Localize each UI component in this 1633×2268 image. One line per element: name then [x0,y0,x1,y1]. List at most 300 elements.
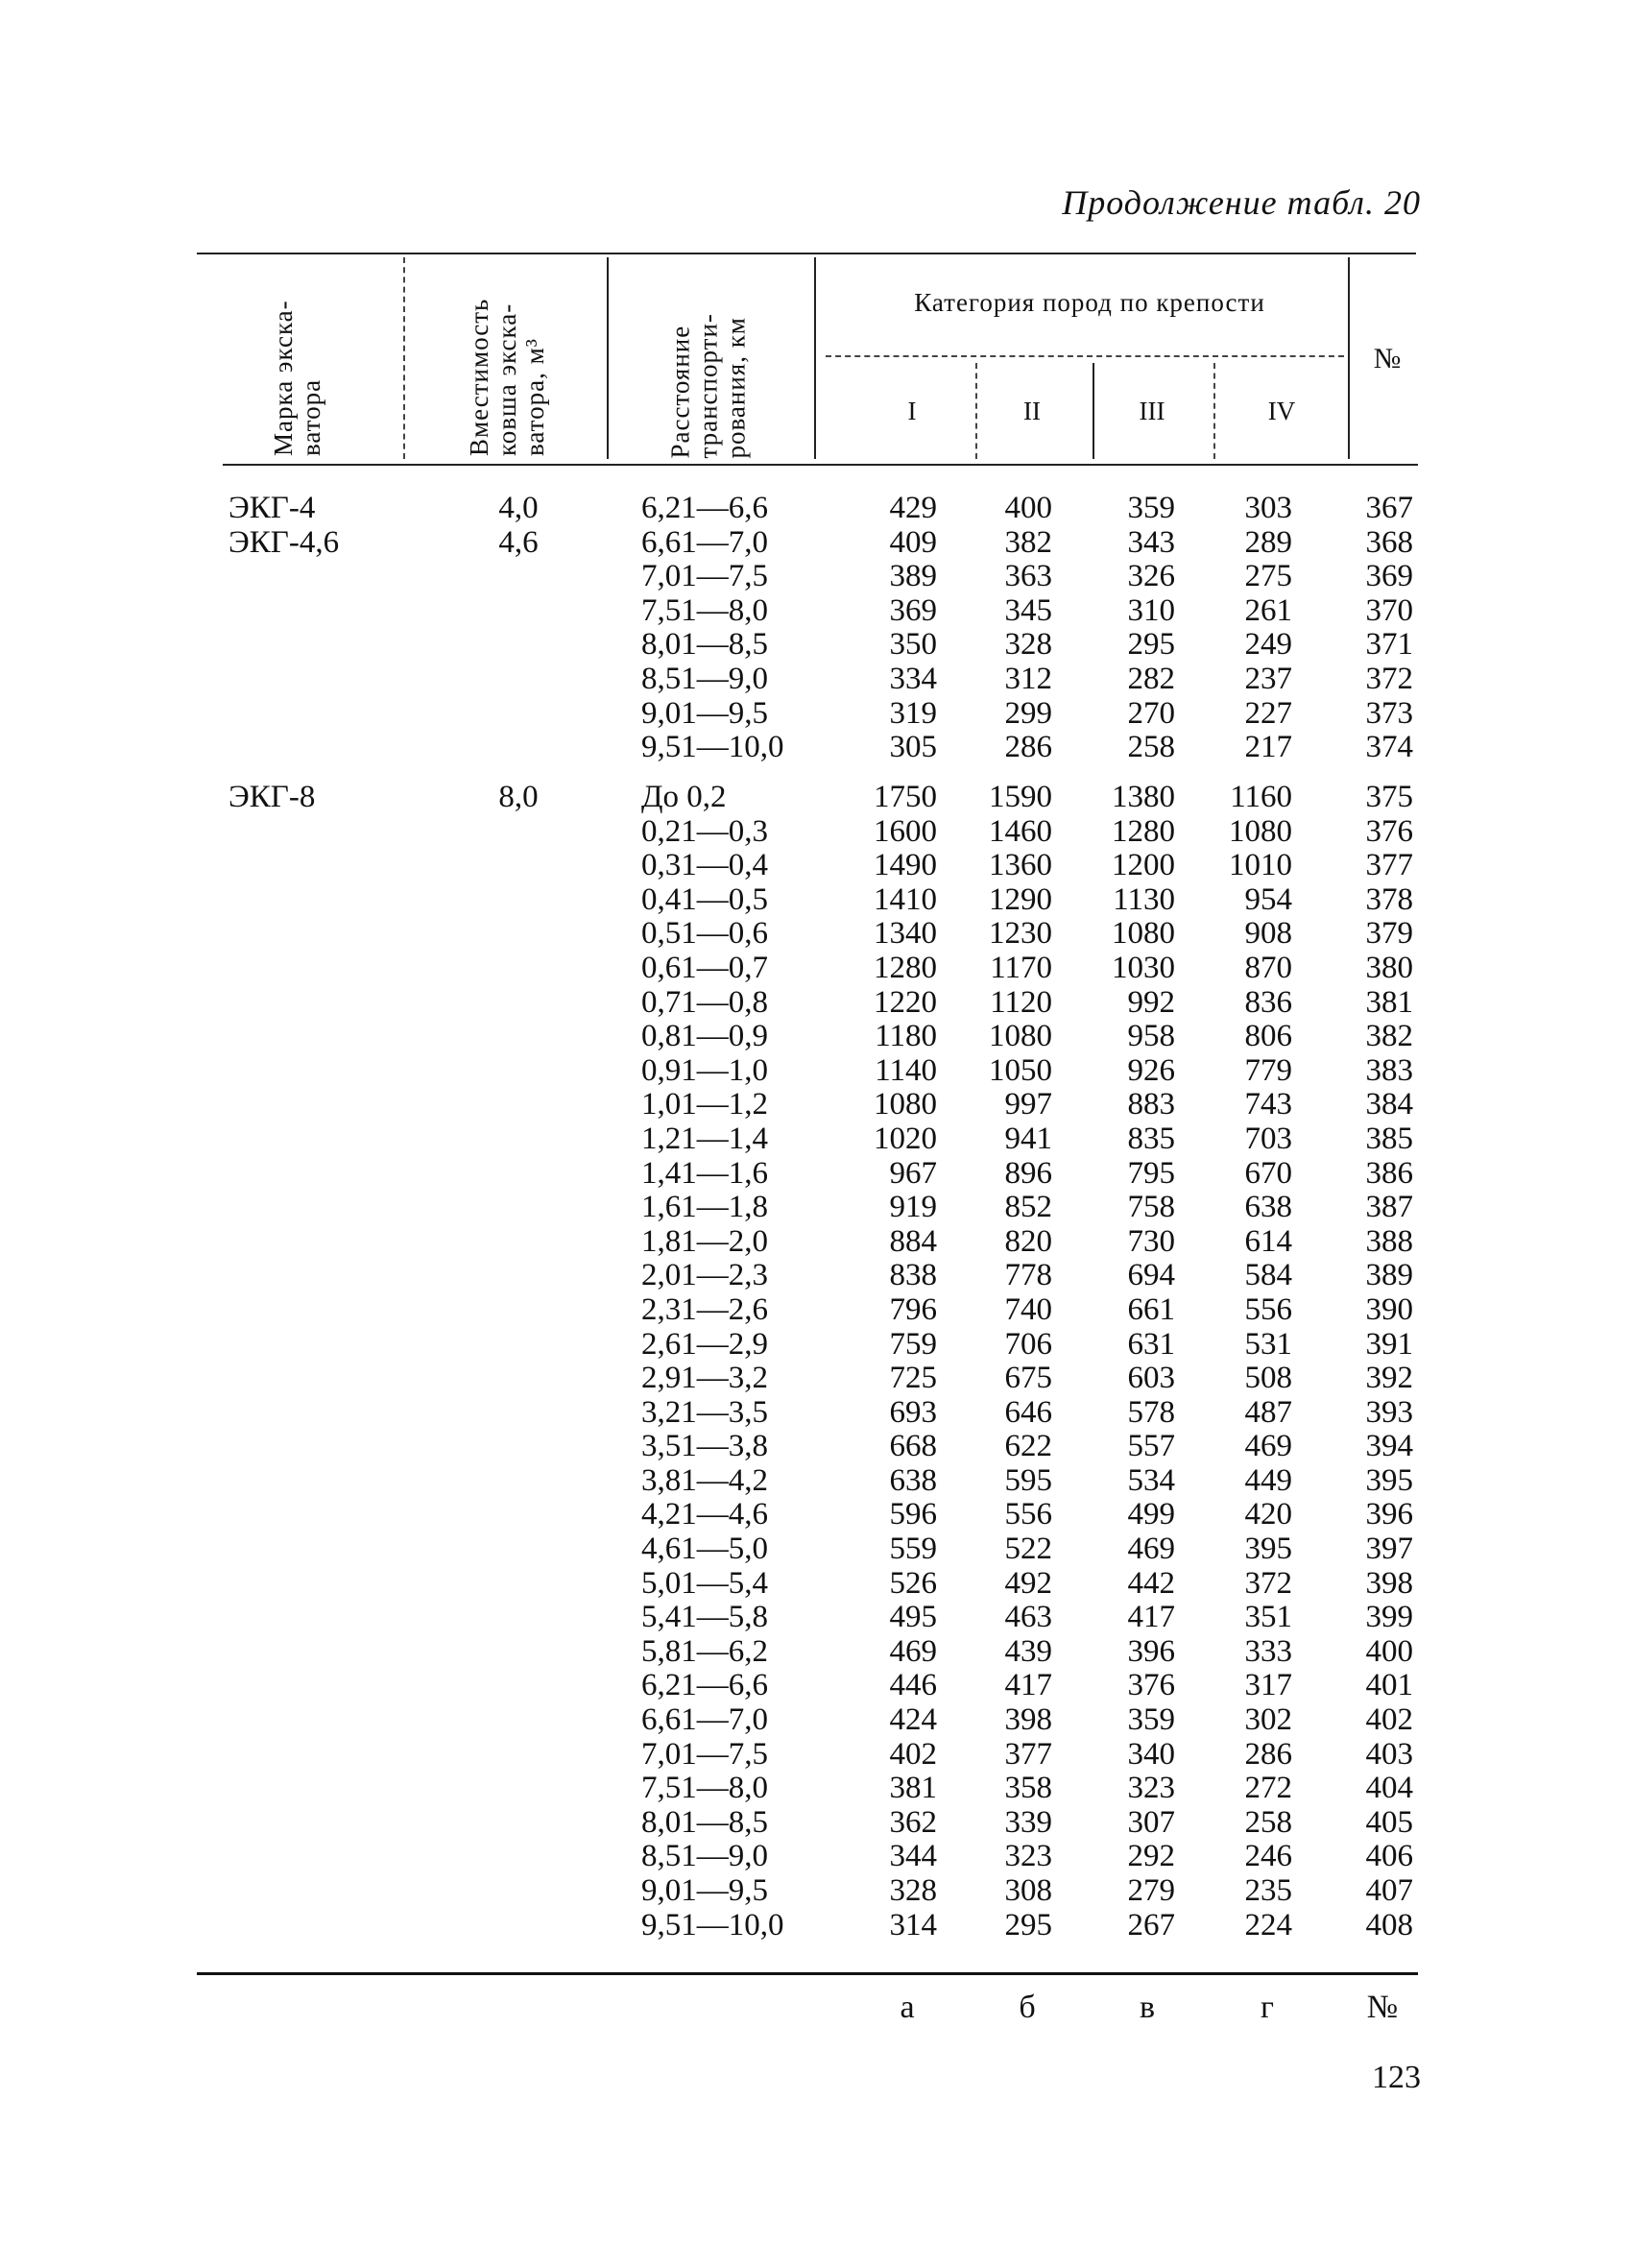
row-number: 372 [1365,661,1413,696]
row-number: 400 [1365,1633,1413,1669]
value-category-4: 217 [1244,730,1292,765]
row-number: 402 [1365,1702,1413,1738]
value-category-2: 328 [1004,627,1052,663]
value-category-4: 317 [1244,1668,1292,1703]
value-category-2: 675 [1004,1361,1052,1396]
value-category-2: 896 [1004,1155,1052,1191]
distance-range: 0,81—0,9 [641,1019,768,1054]
distance-range: 1,41—1,6 [641,1155,768,1191]
value-category-3: 1200 [1112,848,1175,883]
model-name: ЭКГ-4,6 [228,524,340,560]
value-category-1: 305 [889,730,937,765]
row-number: 368 [1365,524,1413,560]
distance-range: 2,01—2,3 [641,1258,768,1293]
value-category-1: 1340 [874,916,937,952]
value-category-1: 424 [889,1702,937,1738]
value-category-1: 1750 [874,780,937,814]
value-category-1: 389 [889,559,937,594]
value-category-3: 417 [1127,1600,1175,1635]
group1-row-numbers [1325,492,1413,765]
value-category-2: 400 [1004,491,1052,525]
distance-range: 0,51—0,6 [641,916,768,952]
value-category-1: 596 [889,1497,937,1532]
value-category-2: 1460 [989,813,1052,849]
value-category-2: 417 [1004,1668,1052,1703]
distance-range: 2,61—2,9 [641,1326,768,1362]
value-category-1: 369 [889,592,937,628]
value-category-4: 1160 [1230,780,1292,814]
value-category-4: 487 [1244,1394,1292,1430]
value-category-4: 806 [1244,1019,1292,1054]
footer-label-number: № [1366,1990,1399,2025]
row-number: 381 [1365,984,1413,1020]
value-category-4: 1010 [1229,848,1292,883]
value-category-2: 323 [1004,1839,1052,1874]
value-category-2: 382 [1004,524,1052,560]
header-divider-1 [403,257,405,459]
value-category-4: 584 [1244,1258,1292,1293]
value-category-3: 926 [1127,1052,1175,1088]
value-category-3: 282 [1127,661,1175,696]
model-name: ЭКГ-8 [228,780,316,814]
value-category-2: 1170 [990,950,1052,985]
value-category-4: 531 [1244,1326,1292,1362]
value-category-2: 941 [1004,1121,1052,1156]
value-category-3: 1280 [1112,813,1175,849]
value-category-3: 758 [1127,1190,1175,1225]
value-category-2: 852 [1004,1190,1052,1225]
value-category-3: 279 [1127,1873,1175,1908]
value-category-3: 578 [1127,1394,1175,1430]
distance-range: 0,61—0,7 [641,950,768,985]
value-category-1: 381 [889,1771,937,1806]
value-category-2: 740 [1004,1291,1052,1327]
distance-range: 4,21—4,6 [641,1497,768,1532]
value-category-1: 759 [889,1326,937,1362]
value-category-3: 603 [1127,1361,1175,1396]
value-category-3: 795 [1127,1155,1175,1191]
distance-range: 9,01—9,5 [641,1873,768,1908]
distance-range: 8,01—8,5 [641,627,768,663]
row-number: 388 [1365,1223,1413,1259]
row-number: 377 [1365,848,1413,883]
distance-range: 5,81—6,2 [641,1633,768,1669]
value-category-3: 499 [1127,1497,1175,1532]
value-category-2: 646 [1004,1394,1052,1430]
header-divider-2 [607,257,609,459]
value-category-2: 363 [1004,559,1052,594]
value-category-2: 339 [1004,1804,1052,1840]
group2-category-2 [960,781,1052,1942]
value-category-2: 997 [1004,1087,1052,1122]
row-number: 367 [1365,491,1413,525]
bucket-value: 8,0 [498,780,539,814]
header-top-rule [197,253,1416,254]
value-category-3: 376 [1127,1668,1175,1703]
distance-range: 0,41—0,5 [641,881,768,917]
row-number: 369 [1365,559,1413,594]
value-category-2: 1120 [990,984,1052,1020]
row-number: 370 [1365,592,1413,628]
group1-category-4 [1200,492,1292,765]
value-category-1: 314 [889,1907,937,1942]
row-number: 392 [1365,1361,1413,1396]
value-category-2: 463 [1004,1600,1052,1635]
value-category-2: 595 [1004,1462,1052,1498]
value-category-4: 743 [1244,1087,1292,1122]
group1-models [228,492,392,560]
value-category-1: 1220 [874,984,937,1020]
distance-range: 9,51—10,0 [641,730,784,765]
distance-range: 7,51—8,0 [641,1771,768,1806]
category-divider-rule [826,355,1344,357]
row-number: 406 [1365,1839,1413,1874]
value-category-2: 299 [1004,695,1052,731]
value-category-4: 508 [1244,1361,1292,1396]
header-divider-6 [1213,363,1215,459]
footer-label-b: б [1019,1990,1036,2025]
bucket-value: 4,0 [498,491,539,525]
value-category-2: 1230 [989,916,1052,952]
value-category-4: 556 [1244,1291,1292,1327]
value-category-1: 725 [889,1361,937,1396]
value-category-1: 495 [889,1600,937,1635]
value-category-4: 670 [1244,1155,1292,1191]
value-category-3: 442 [1127,1565,1175,1601]
header-category-1: I [907,397,917,425]
value-category-3: 557 [1127,1429,1175,1464]
row-number: 374 [1365,730,1413,765]
value-category-2: 312 [1004,661,1052,696]
value-category-2: 706 [1004,1326,1052,1362]
value-category-1: 526 [889,1565,937,1601]
value-category-4: 954 [1244,881,1292,917]
value-category-2: 377 [1004,1736,1052,1772]
value-category-3: 396 [1127,1633,1175,1669]
group2-models [228,781,392,815]
distance-range: 1,81—2,0 [641,1223,768,1259]
distance-range: 8,01—8,5 [641,1804,768,1840]
row-number: 386 [1365,1155,1413,1191]
row-number: 401 [1365,1668,1413,1703]
value-category-3: 258 [1127,730,1175,765]
page-number: 123 [1372,2060,1421,2095]
group1-category-1 [845,492,937,765]
value-category-3: 292 [1127,1839,1175,1874]
value-category-1: 1410 [874,881,937,917]
row-number: 404 [1365,1771,1413,1806]
value-category-3: 661 [1127,1291,1175,1327]
value-category-1: 1020 [874,1121,937,1156]
value-category-4: 237 [1244,661,1292,696]
value-category-4: 469 [1244,1429,1292,1464]
value-category-1: 1140 [875,1052,937,1088]
value-category-2: 820 [1004,1223,1052,1259]
row-number: 405 [1365,1804,1413,1840]
value-category-3: 270 [1127,695,1175,731]
row-number: 397 [1365,1532,1413,1567]
value-category-1: 362 [889,1804,937,1840]
value-category-3: 340 [1127,1736,1175,1772]
value-category-3: 310 [1127,592,1175,628]
distance-range: 2,31—2,6 [641,1291,768,1327]
header-category-3: III [1139,397,1165,425]
value-category-3: 730 [1127,1223,1175,1259]
value-category-4: 272 [1244,1771,1292,1806]
distance-range: До 0,2 [641,780,727,814]
value-category-4: 1080 [1229,813,1292,849]
distance-range: 0,31—0,4 [641,848,768,883]
row-number: 403 [1365,1736,1413,1772]
value-category-4: 224 [1244,1907,1292,1942]
row-number: 396 [1365,1497,1413,1532]
value-category-3: 359 [1127,1702,1175,1738]
value-category-3: 359 [1127,491,1175,525]
value-category-3: 631 [1127,1326,1175,1362]
value-category-2: 308 [1004,1873,1052,1908]
bucket-value: 4,6 [498,524,539,560]
value-category-4: 614 [1244,1223,1292,1259]
header-category-4: IV [1267,397,1296,425]
value-category-1: 319 [889,695,937,731]
row-number: 393 [1365,1394,1413,1430]
distance-range: 7,01—7,5 [641,559,768,594]
value-category-4: 870 [1244,950,1292,985]
value-category-2: 1290 [989,881,1052,917]
value-category-1: 559 [889,1532,937,1567]
row-number: 376 [1365,813,1413,849]
group1-category-2 [960,492,1052,765]
row-number: 371 [1365,627,1413,663]
value-category-4: 303 [1244,491,1292,525]
value-category-3: 835 [1127,1121,1175,1156]
value-category-3: 992 [1127,984,1175,1020]
distance-range: 7,01—7,5 [641,1736,768,1772]
value-category-2: 295 [1004,1907,1052,1942]
value-category-1: 402 [889,1736,937,1772]
header-excavator-model: Марка экска-ватора [269,300,325,456]
row-number: 407 [1365,1873,1413,1908]
row-number: 398 [1365,1565,1413,1601]
value-category-4: 836 [1244,984,1292,1020]
footer-label-v: в [1139,1990,1156,2025]
distance-range: 6,21—6,6 [641,1668,768,1703]
group1-buckets [461,492,576,560]
row-number: 389 [1365,1258,1413,1293]
value-category-2: 345 [1004,592,1052,628]
header-number: № [1373,343,1402,374]
distance-range: 2,91—3,2 [641,1361,768,1396]
header-bucket-capacity: Вместимость ковша экска-ватора, м³ [464,298,549,456]
value-category-4: 227 [1244,695,1292,731]
value-category-1: 838 [889,1258,937,1293]
group2-row-numbers [1325,781,1413,1942]
row-number: 408 [1365,1907,1413,1942]
value-category-3: 267 [1127,1907,1175,1942]
value-category-1: 796 [889,1291,937,1327]
group2-category-1 [845,781,937,1942]
row-number: 399 [1365,1600,1413,1635]
value-category-4: 246 [1244,1839,1292,1874]
value-category-1: 334 [889,661,937,696]
value-category-2: 1080 [989,1019,1052,1054]
value-category-3: 1380 [1112,780,1175,814]
value-category-2: 556 [1004,1497,1052,1532]
value-category-4: 351 [1244,1600,1292,1635]
row-number: 384 [1365,1087,1413,1122]
value-category-4: 372 [1244,1565,1292,1601]
group1-distances [641,492,814,765]
value-category-4: 333 [1244,1633,1292,1669]
value-category-3: 326 [1127,559,1175,594]
value-category-3: 1080 [1112,916,1175,952]
row-number: 395 [1365,1462,1413,1498]
value-category-1: 328 [889,1873,937,1908]
row-number: 394 [1365,1429,1413,1464]
distance-range: 8,51—9,0 [641,1839,768,1874]
value-category-3: 694 [1127,1258,1175,1293]
value-category-2: 439 [1004,1633,1052,1669]
value-category-3: 295 [1127,627,1175,663]
value-category-1: 1280 [874,950,937,985]
distance-range: 9,51—10,0 [641,1907,784,1942]
value-category-1: 429 [889,491,937,525]
distance-range: 6,21—6,6 [641,491,768,525]
value-category-3: 883 [1127,1087,1175,1122]
model-name: ЭКГ-4 [228,491,316,525]
value-category-1: 469 [889,1633,937,1669]
value-category-2: 1050 [989,1052,1052,1088]
value-category-4: 249 [1244,627,1292,663]
value-category-3: 307 [1127,1804,1175,1840]
value-category-4: 289 [1244,524,1292,560]
distance-range: 4,61—5,0 [641,1532,768,1567]
footer-label-a: а [900,1990,915,2025]
distance-range: 5,01—5,4 [641,1565,768,1601]
value-category-1: 967 [889,1155,937,1191]
header-rock-category: Категория пород по крепости [914,288,1265,317]
distance-range: 0,91—1,0 [641,1052,768,1088]
value-category-1: 884 [889,1223,937,1259]
distance-range: 3,21—3,5 [641,1394,768,1430]
distance-range: 1,01—1,2 [641,1087,768,1122]
header-divider-5 [1093,363,1094,459]
distance-range: 0,71—0,8 [641,984,768,1020]
row-number: 382 [1365,1019,1413,1054]
value-category-1: 668 [889,1429,937,1464]
value-category-4: 449 [1244,1462,1292,1498]
header-transport-distance: Расстояние транспорти-рования, км [665,313,750,459]
value-category-4: 420 [1244,1497,1292,1532]
row-number: 373 [1365,695,1413,731]
header-bottom-rule [223,464,1418,466]
value-category-4: 395 [1244,1532,1292,1567]
header-divider-4 [975,363,977,459]
value-category-2: 622 [1004,1429,1052,1464]
row-number: 378 [1365,881,1413,917]
row-number: 391 [1365,1326,1413,1362]
value-category-1: 638 [889,1462,937,1498]
value-category-1: 446 [889,1668,937,1703]
value-category-1: 1490 [874,848,937,883]
row-number: 379 [1365,916,1413,952]
row-number: 383 [1365,1052,1413,1088]
footer-label-g: г [1261,1990,1274,2025]
distance-range: 3,51—3,8 [641,1429,768,1464]
group2-category-3 [1083,781,1175,1942]
value-category-2: 778 [1004,1258,1052,1293]
distance-range: 1,61—1,8 [641,1190,768,1225]
value-category-4: 275 [1244,559,1292,594]
value-category-4: 258 [1244,1804,1292,1840]
value-category-3: 469 [1127,1532,1175,1567]
value-category-2: 492 [1004,1565,1052,1601]
row-number: 385 [1365,1121,1413,1156]
value-category-4: 703 [1244,1121,1292,1156]
value-category-4: 261 [1244,592,1292,628]
group2-distances [641,781,814,1942]
group1-category-3 [1083,492,1175,765]
group2-category-4 [1200,781,1292,1942]
value-category-4: 638 [1244,1190,1292,1225]
value-category-1: 693 [889,1394,937,1430]
value-category-3: 1130 [1113,881,1175,917]
value-category-1: 1080 [874,1087,937,1122]
value-category-3: 958 [1127,1019,1175,1054]
row-number: 375 [1365,780,1413,814]
value-category-2: 358 [1004,1771,1052,1806]
distance-range: 9,01—9,5 [641,695,768,731]
distance-range: 6,61—7,0 [641,1702,768,1738]
row-number: 380 [1365,950,1413,985]
header-category-2: II [1023,397,1041,425]
distance-range: 0,21—0,3 [641,813,768,849]
value-category-1: 344 [889,1839,937,1874]
value-category-2: 1360 [989,848,1052,883]
value-category-3: 323 [1127,1771,1175,1806]
distance-range: 3,81—4,2 [641,1462,768,1498]
value-category-4: 235 [1244,1873,1292,1908]
value-category-1: 1600 [874,813,937,849]
row-number: 390 [1365,1291,1413,1327]
distance-range: 8,51—9,0 [641,661,768,696]
value-category-3: 1030 [1112,950,1175,985]
value-category-4: 302 [1244,1702,1292,1738]
distance-range: 1,21—1,4 [641,1121,768,1156]
value-category-2: 1590 [989,780,1052,814]
row-number: 387 [1365,1190,1413,1225]
value-category-1: 350 [889,627,937,663]
value-category-1: 409 [889,524,937,560]
distance-range: 7,51—8,0 [641,592,768,628]
value-category-2: 286 [1004,730,1052,765]
table-continuation-caption: Продолжение табл. 20 [1062,183,1421,222]
value-category-1: 1180 [875,1019,937,1054]
value-category-4: 286 [1244,1736,1292,1772]
value-category-3: 343 [1127,524,1175,560]
distance-range: 6,61—7,0 [641,524,768,560]
table-bottom-rule [197,1972,1418,1975]
value-category-1: 919 [889,1190,937,1225]
value-category-2: 398 [1004,1702,1052,1738]
header-divider-3 [814,257,816,459]
group2-buckets [461,781,576,815]
value-category-3: 534 [1127,1462,1175,1498]
distance-range: 5,41—5,8 [641,1600,768,1635]
value-category-4: 779 [1244,1052,1292,1088]
value-category-2: 522 [1004,1532,1052,1567]
value-category-4: 908 [1244,916,1292,952]
